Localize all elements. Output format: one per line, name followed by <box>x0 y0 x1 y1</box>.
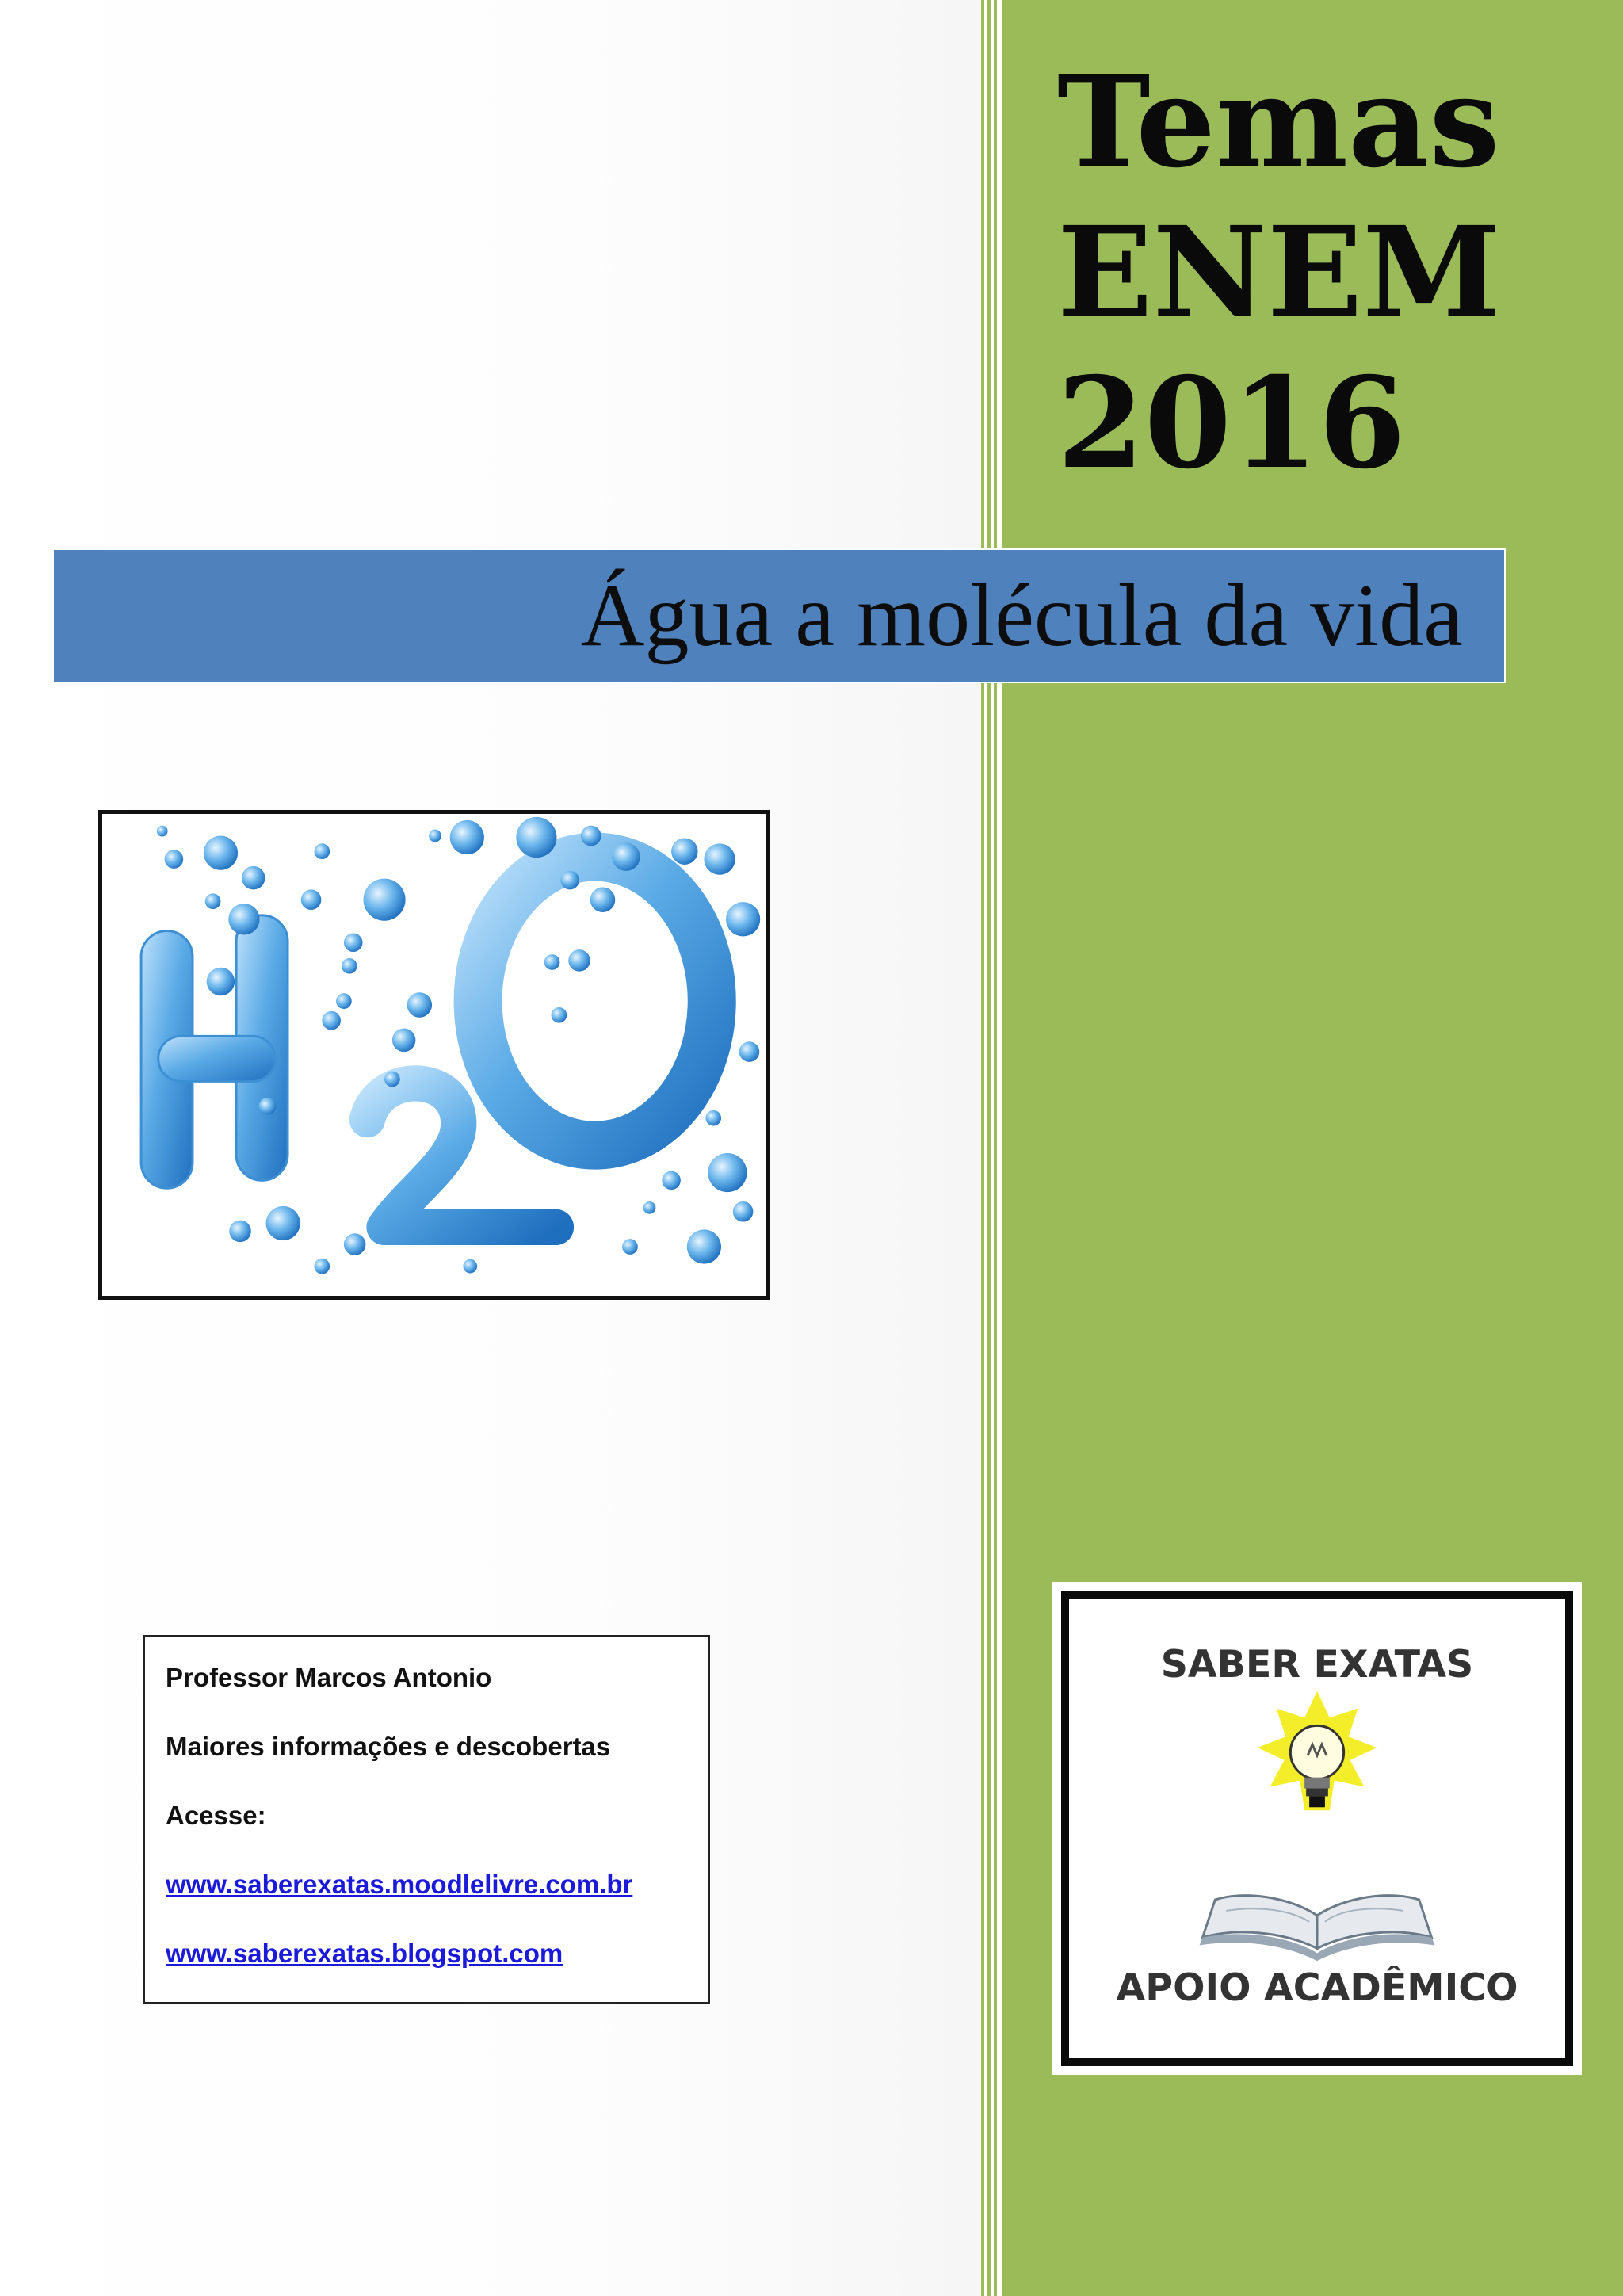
h2o-illustration <box>98 810 770 1300</box>
blog-link[interactable]: www.saberexatas.blogspot.com <box>166 1939 563 1968</box>
moodle-link[interactable]: www.saberexatas.moodlelivre.com.br <box>166 1870 633 1899</box>
saber-exatas-logo <box>1052 1582 1582 2075</box>
author-name: Professor Marcos Antonio <box>166 1663 492 1692</box>
lightbulb-icon <box>1258 1691 1377 1810</box>
title-line-1: Temas <box>1057 49 1500 196</box>
water-molecule-image <box>102 814 766 1296</box>
letter-h <box>141 915 288 1188</box>
more-info-text: Maiores informações e descobertas <box>166 1732 611 1761</box>
contact-info-box <box>143 1635 710 2004</box>
logo-top-text: SABER EXATAS <box>1160 1642 1474 1687</box>
open-book-icon <box>1200 1896 1435 1962</box>
subtitle-banner <box>52 548 1506 683</box>
cover-subtitle: Água a molécula da vida <box>580 566 1463 665</box>
logo-bottom-text: APOIO ACADÊMICO <box>1116 1966 1518 2010</box>
column-divider <box>980 0 1002 2296</box>
title-line-2: ENEM <box>1057 200 1502 346</box>
access-label: Acesse: <box>166 1801 266 1830</box>
title-line-3: 2016 <box>1057 350 1406 497</box>
cover-title <box>1057 48 1612 499</box>
